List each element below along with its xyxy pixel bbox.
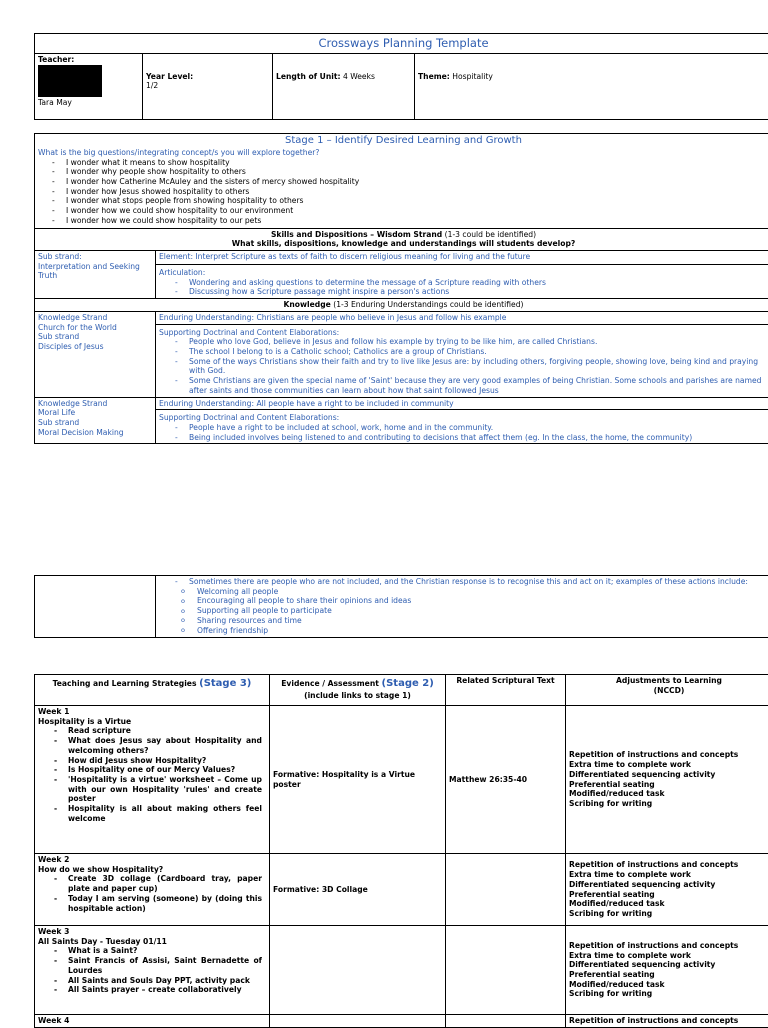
continuation-table [34, 575, 768, 638]
week-strategies-cell [35, 926, 270, 1015]
k2-enduring-cell: Enduring Understanding: All people have a right to be included in community [156, 397, 768, 410]
adjustment-item: Scribing for writing [569, 799, 768, 809]
adjustment-item: Repetition of instructions and concepts [569, 750, 768, 760]
week-adjustments-cell [566, 706, 768, 854]
year-level-cell [143, 53, 273, 119]
week-row [35, 1015, 768, 1028]
week-activity-list [38, 874, 266, 913]
adjustment-item: Differentiated sequencing activity [569, 960, 768, 970]
adjustment-item: Modified/reduced task [569, 899, 768, 909]
header-table [34, 33, 768, 120]
stage1-title: Stage 1 – Identify Desired Learning and Growth [38, 135, 768, 148]
adjustment-item: Preferential seating [569, 890, 768, 900]
length-value: 4 Weeks [343, 72, 375, 81]
articulation-item: - Wondering and asking questions to determine the message of a Scripture reading with others [159, 278, 768, 288]
week-adjustments-cell [566, 1015, 768, 1028]
inclusion-action-item: o Encouraging all people to share their opinions and ideas [159, 596, 768, 606]
teaching-plan-table [34, 674, 768, 1028]
inclusion-actions-list [159, 587, 768, 636]
week-activity-item: - What does Jesus say about Hospitality and welcoming others? [38, 736, 262, 755]
year-level-label: Year Level: [146, 72, 269, 82]
week-evidence-cell: Formative: Hospitality is a Virtue poster [270, 706, 446, 854]
articulation-cell [156, 264, 768, 298]
sub-strand-cell: Sub strand: Interpretation and Seeking Truth [35, 250, 156, 298]
week-label: Week 1 [38, 707, 266, 717]
week-scripture-cell [446, 926, 566, 1015]
adjustment-item: Extra time to complete work [569, 951, 768, 961]
theme-value: Hospitality [452, 72, 493, 81]
theme-cell [415, 53, 768, 119]
k1-support-item: - Some of the ways Christians show their faith and try to live like Jesus are: by including others, forgiving people, showing love, being kind and praying with God. [159, 357, 768, 376]
teacher-name: Tara May [38, 98, 139, 108]
week-scripture-cell [446, 1015, 566, 1028]
week-row [35, 706, 768, 854]
week-row [35, 926, 768, 1015]
week-activity-item: - Saint Francis of Assisi, Saint Bernadette of Lourdes [38, 956, 262, 975]
week-title: Hospitality is a Virtue [38, 717, 266, 727]
week-activity-item: - Hospitality is all about making others feel welcome [38, 804, 262, 823]
theme-label: Theme: [418, 72, 450, 81]
skills-question: What skills, dispositions, knowledge and understandings will students develop? [38, 239, 768, 249]
k1-support-item: - People who love God, believe in Jesus and follow his example by trying to be like him, are called Christians. [159, 337, 768, 347]
k1-enduring-cell: Enduring Understanding: Christians are people who believe in Jesus and follow his example [156, 311, 768, 324]
inclusion-action-item: o Sharing resources and time [159, 616, 768, 626]
adjustment-item: Scribing for writing [569, 989, 768, 999]
week-scripture-cell [446, 854, 566, 926]
week-activity-item: - 'Hospitality is a virtue' worksheet – Come up with our own Hospitality 'rules' and create poster [38, 775, 262, 804]
k1-support-item: - Some Christians are given the special name of 'Saint' because they are very good examples of being Christian. Some schools and parishes are named after saints and those communities can learn about how that saint followed Jesus [159, 376, 768, 395]
skills-heading-cell [35, 228, 768, 250]
skills-heading: Skills and Dispositions – Wisdom Strand (1-3 could be identified) [38, 230, 768, 240]
col-header-adjustments: Adjustments to Learning (NCCD) [566, 675, 768, 706]
week-activity-item: - Read scripture [38, 726, 262, 736]
k2-support-label: Supporting Doctrinal and Content Elaborations: [159, 413, 768, 423]
week-label: Week 4 [38, 1016, 266, 1026]
adjustment-item: Repetition of instructions and concepts [569, 941, 768, 951]
redacted-block [38, 65, 102, 97]
adjustment-item: Preferential seating [569, 780, 768, 790]
week-strategies-cell [35, 706, 270, 854]
articulation-list [159, 278, 768, 297]
week-activity-item: - What is a Saint? [38, 946, 262, 956]
teacher-cell [35, 53, 143, 119]
k1-support-item: - The school I belong to is a Catholic school; Catholics are a group of Christians. [159, 347, 768, 357]
adjustment-item: Extra time to complete work [569, 760, 768, 770]
week-activity-list [38, 946, 266, 995]
articulation-item: - Discussing how a Scripture passage might inspire a person's actions [159, 287, 768, 297]
col-header-strategies: Teaching and Learning Strategies (Stage 3) [35, 675, 270, 706]
k2-support-cell [156, 410, 768, 444]
continuation-list [159, 577, 768, 587]
week-evidence-cell: Formative: 3D Collage [270, 854, 446, 926]
weeks-body [35, 706, 768, 1028]
week-activity-item: - How did Jesus show Hospitality? [38, 756, 262, 766]
inclusion-action-item: o Supporting all people to participate [159, 606, 768, 616]
inclusion-action-item: o Welcoming all people [159, 587, 768, 597]
stage1-table [34, 133, 768, 444]
articulation-label: Articulation: [159, 268, 768, 278]
wonder-item: - I wonder how we could show hospitality to our environment [38, 206, 768, 216]
week-strategies-cell [35, 854, 270, 926]
wonder-item: - I wonder why people show hospitality to others [38, 167, 768, 177]
week-activity-item: - Create 3D collage (Cardboard tray, paper plate and paper cup) [38, 874, 262, 893]
adjustment-item: Preferential seating [569, 970, 768, 980]
knowledge-heading-cell: Knowledge (1-3 Enduring Understandings could be identified) [35, 299, 768, 312]
continuation-empty-cell [35, 576, 156, 638]
wonder-item: - I wonder how Jesus showed hospitality to others [38, 187, 768, 197]
adjustment-item: Repetition of instructions and concepts [569, 860, 768, 870]
page-title: Crossways Planning Template [35, 34, 768, 54]
adjustment-item: Differentiated sequencing activity [569, 770, 768, 780]
year-level-value: 1/2 [146, 81, 269, 91]
week-label: Week 3 [38, 927, 266, 937]
k2-support-item: - People have a right to be included at school, work, home and in the community. [159, 423, 768, 433]
teacher-label: Teacher: [38, 55, 139, 65]
wonder-item: - I wonder how we could show hospitality to our pets [38, 216, 768, 226]
k1-support-list [159, 337, 768, 395]
week-title: All Saints Day - Tuesday 01/11 [38, 937, 266, 947]
wonder-item: - I wonder what stops people from showing hospitality to others [38, 196, 768, 206]
adjustment-item: Modified/reduced task [569, 789, 768, 799]
week-activity-item: - All Saints and Souls Day PPT, activity pack [38, 976, 262, 986]
week-activity-item: - All Saints prayer – create collaboratively [38, 985, 262, 995]
adjustment-item: Scribing for writing [569, 909, 768, 919]
week-strategies-cell [35, 1015, 270, 1028]
length-cell [273, 53, 415, 119]
wonder-item: - I wonder what it means to show hospitality [38, 158, 768, 168]
k1-support-cell [156, 324, 768, 397]
week-evidence-cell [270, 1015, 446, 1028]
col-header-evidence: Evidence / Assessment (Stage 2) (include links to stage 1) [270, 675, 446, 706]
stage1-question: What is the big questions/integrating concept/s you will explore together? [38, 148, 768, 158]
inclusion-action-item: o Offering friendship [159, 626, 768, 636]
k1-strand-cell: Knowledge Strand Church for the World Sub strand Disciples of Jesus [35, 311, 156, 397]
week-title: How do we show Hospitality? [38, 865, 266, 875]
week-adjustments-cell [566, 854, 768, 926]
stage1-overview [35, 134, 768, 229]
wonder-item: - I wonder how Catherine McAuley and the sisters of mercy showed hospitality [38, 177, 768, 187]
k2-support-item: - Being included involves being listened to and contributing to decisions that affect them (eg. In the class, the home, the community) [159, 433, 768, 443]
wonder-list [38, 158, 768, 226]
length-label: Length of Unit: [276, 72, 341, 81]
k1-support-label: Supporting Doctrinal and Content Elaborations: [159, 328, 768, 338]
k2-support-list [159, 423, 768, 442]
continuation-cell [156, 576, 768, 638]
week-label: Week 2 [38, 855, 266, 865]
week-row [35, 854, 768, 926]
adjustment-item: Repetition of instructions and concepts [569, 1016, 768, 1026]
adjustment-item: Extra time to complete work [569, 870, 768, 880]
adjustment-item: Modified/reduced task [569, 980, 768, 990]
k2-strand-cell: Knowledge Strand Moral Life Sub strand Moral Decision Making [35, 397, 156, 444]
week-activity-item: - Today I am serving (someone) by (doing this hospitable action) [38, 894, 262, 913]
week-activity-item: - Is Hospitality one of our Mercy Values? [38, 765, 262, 775]
week-activity-list [38, 726, 266, 823]
element-cell: Element: Interpret Scripture as texts of faith to discern religious meaning for living and the future [156, 250, 768, 264]
col-header-scripture: Related Scriptural Text [446, 675, 566, 706]
week-adjustments-cell [566, 926, 768, 1015]
week-evidence-cell [270, 926, 446, 1015]
adjustment-item: Differentiated sequencing activity [569, 880, 768, 890]
week-scripture-cell: Matthew 26:35-40 [446, 706, 566, 854]
continuation-intro: - Sometimes there are people who are not included, and the Christian response is to recognise this and act on it; examples of these actions include: [159, 577, 768, 587]
